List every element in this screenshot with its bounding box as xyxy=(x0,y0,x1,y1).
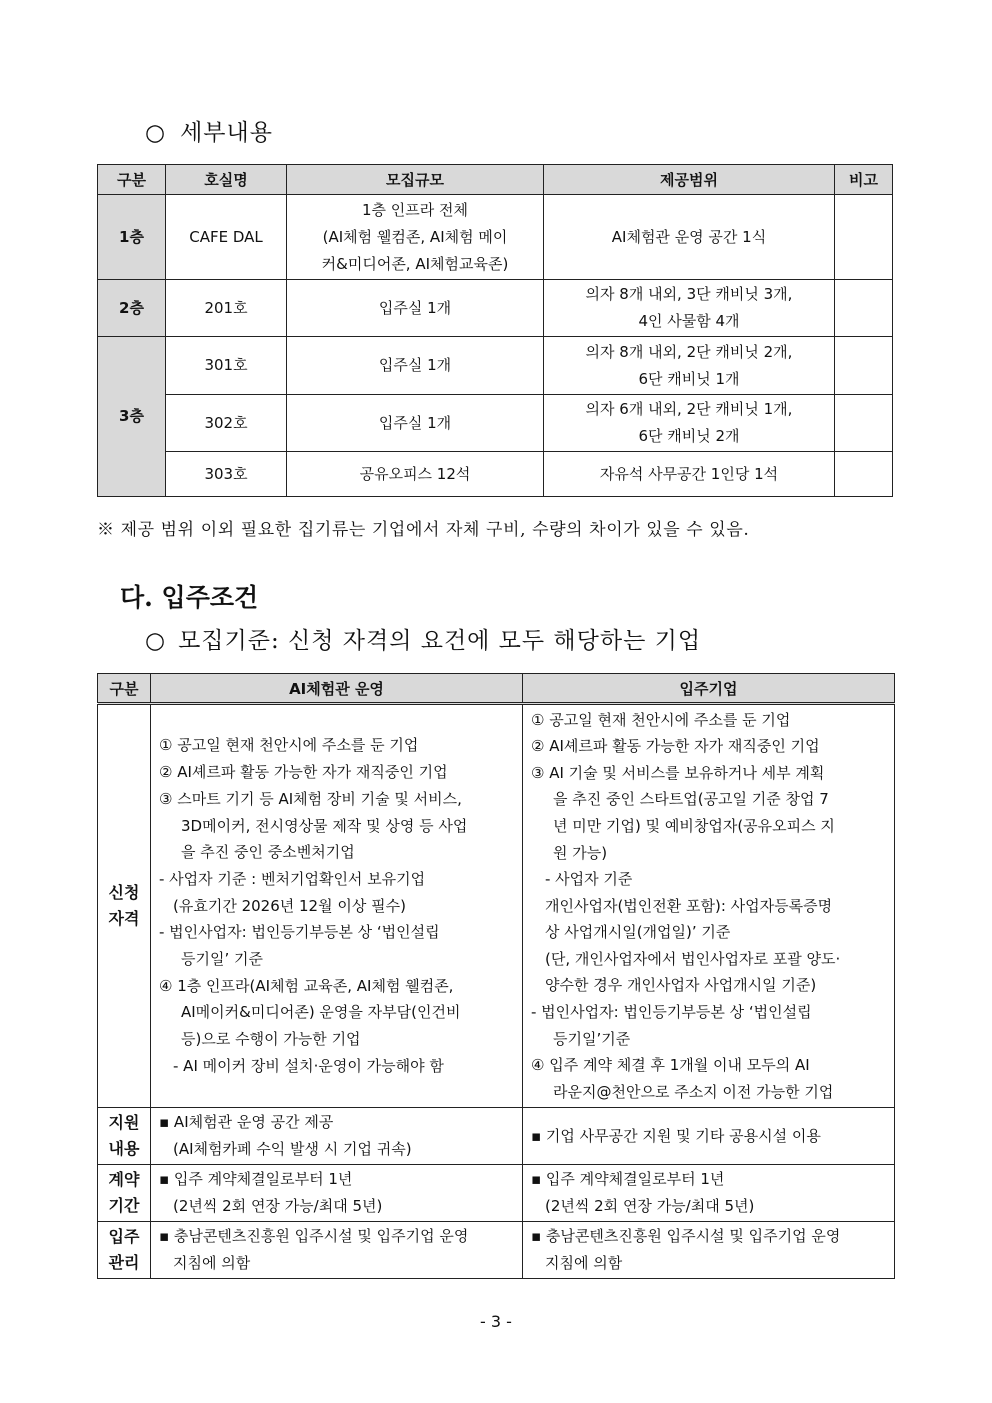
ai-support-cell xyxy=(151,1108,523,1165)
qualification-row xyxy=(98,704,895,1108)
scope-cell: 자유석 사무공간 1인당 1석 xyxy=(544,452,835,497)
col-header-ai-operation: AI체험관 운영 xyxy=(151,674,523,704)
qualification-item: ③ 스마트 기기 등 AI체험 장비 기술 및 서비스, xyxy=(159,789,462,808)
room-cell: 301호 xyxy=(166,337,287,395)
qualification-item: 양수한 경우 개인사업자 사업개시일 기준) xyxy=(545,976,817,995)
qualification-item: 등)으로 수행이 가능한 기업 xyxy=(181,1030,361,1049)
scale-line: 커&미디어존, AI체험교육존) xyxy=(321,254,509,273)
col-header-division: 구분 xyxy=(98,674,151,704)
remark-cell xyxy=(835,280,893,337)
support-item: ▪ 기업 사무공간 지원 및 기타 공용시설 이용 xyxy=(531,1126,821,1145)
qualification-item: ① 공고일 현재 천안시에 주소를 둔 기업 xyxy=(531,710,791,729)
qualification-item: - 사업자 기준 xyxy=(545,870,633,889)
remark-cell xyxy=(835,195,893,280)
remark-cell xyxy=(835,395,893,452)
qualification-item: ④ 1층 인프라(AI체험 교육존, AI체험 웰컴존, xyxy=(159,976,454,995)
page-number: - 3 - xyxy=(480,1312,512,1331)
tenant-support-cell xyxy=(523,1108,895,1165)
management-item: ▪ 충남콘텐츠진흥원 입주시설 및 입주기업 운영 xyxy=(159,1227,469,1246)
qualification-item: 년 미만 기업) 및 예비창업자(공유오피스 지 xyxy=(553,816,835,835)
contract-item: ▪ 입주 계약체결일로부터 1년 xyxy=(159,1170,353,1189)
tenant-qualification-cell xyxy=(523,704,895,1108)
contract-item: ▪ 입주 계약체결일로부터 1년 xyxy=(531,1170,725,1189)
contract-row xyxy=(98,1165,895,1222)
scale-cell: 입주실 1개 xyxy=(287,280,544,337)
scale-line: 1층 인프라 전체 xyxy=(361,200,469,219)
row-label-line: 신청 xyxy=(108,883,140,902)
col-header-division: 구분 xyxy=(98,165,166,195)
qualification-item: 등기일’기준 xyxy=(553,1029,631,1048)
supply-note: ※ 제공 범위 이외 필요한 집기류는 기업에서 자체 구비, 수량의 차이가 있을 수 있음. xyxy=(97,520,750,540)
qualification-item: 을 추진 중인 중소벤처기업 xyxy=(181,843,355,862)
criteria-text: 모집기준: 신청 자격의 요건에 모두 해당하는 기업 xyxy=(178,628,702,654)
qualification-item: 라운지@천안으로 주소지 이전 가능한 기업 xyxy=(553,1082,834,1101)
contract-item: (2년씩 2회 연장 가능/최대 5년) xyxy=(545,1197,755,1215)
table-row xyxy=(98,280,893,337)
scope-line: 6단 캐비닛 1개 xyxy=(638,369,740,388)
ai-qualification-cell xyxy=(151,704,523,1108)
tenant-contract-cell xyxy=(523,1165,895,1222)
table-row xyxy=(98,452,893,497)
room-cell: 201호 xyxy=(166,280,287,337)
scope-line: 의자 8개 내외, 3단 캐비닛 3개, xyxy=(585,285,793,303)
scope-line: 의자 6개 내외, 2단 캐비닛 1개, xyxy=(585,400,793,418)
room-cell: CAFE DAL xyxy=(166,195,287,280)
row-label-line: 자격 xyxy=(108,909,140,928)
qualification-item: AI메이커&미디어존) 운영을 자부담(인건비 xyxy=(181,1003,461,1022)
circle-bullet-icon: ○ xyxy=(145,120,167,146)
qualification-item: ③ AI 기술 및 서비스를 보유하거나 세부 계획 xyxy=(531,763,825,782)
room-cell: 302호 xyxy=(166,395,287,452)
qualification-item: - AI 메이커 장비 설치·운영이 가능해야 함 xyxy=(173,1056,444,1075)
qualification-item: 등기일’ 기준 xyxy=(181,950,263,969)
section-conditions-subtitle xyxy=(145,622,701,655)
scope-line: AI체험관 운영 공간 1식 xyxy=(611,227,767,246)
qualification-item: (단, 개인사업자에서 법인사업자로 포괄 양도· xyxy=(545,949,841,968)
floor-cell: 3층 xyxy=(98,337,166,497)
row-label-contract xyxy=(98,1165,151,1222)
section-conditions-title: 다. 입주조건 xyxy=(120,583,259,612)
scope-cell xyxy=(544,195,835,280)
ai-contract-cell xyxy=(151,1165,523,1222)
col-header-tenant: 입주기업 xyxy=(523,674,895,704)
col-header-scale: 모집규모 xyxy=(287,165,544,195)
table-row xyxy=(98,395,893,452)
scale-cell: 입주실 1개 xyxy=(287,395,544,452)
qualification-item: 3D메이커, 전시영상물 제작 및 상영 등 사업 xyxy=(181,816,468,835)
circle-bullet-icon: ○ xyxy=(145,628,167,654)
floor-cell: 1층 xyxy=(98,195,166,280)
qualification-item: ④ 입주 계약 체결 후 1개월 이내 모두의 AI xyxy=(531,1056,810,1075)
remark-cell xyxy=(835,452,893,497)
qualification-item: - 법인사업자: 법인등기부등본 상 ‘법인설립 xyxy=(531,1003,812,1022)
scale-line: (AI체험 웰컴존, AI체험 메이 xyxy=(322,227,508,246)
row-label-support xyxy=(98,1108,151,1165)
management-item: ▪ 충남콘텐츠진흥원 입주시설 및 입주기업 운영 xyxy=(531,1227,841,1246)
scale-cell xyxy=(287,195,544,280)
qualification-item: 원 가능) xyxy=(553,843,608,862)
row-label-management xyxy=(98,1222,151,1279)
scope-cell xyxy=(544,395,835,452)
qualification-item: (유효기간 2026년 12월 이상 필수) xyxy=(173,896,406,915)
section-detail-label: 세부내용 xyxy=(180,120,273,146)
qualification-item: 상 사업개시일(개업일)’ 기준 xyxy=(545,923,731,942)
row-label-qualification xyxy=(98,704,151,1108)
support-item: (AI체험카페 수익 발생 시 기업 귀속) xyxy=(173,1140,412,1158)
qualification-item: 을 추진 중인 스타트업(공고일 기준 창업 7 xyxy=(553,790,829,809)
management-item: 지침에 의함 xyxy=(545,1254,623,1272)
support-item: ▪ AI체험관 운영 공간 제공 xyxy=(159,1113,334,1132)
conditions-table xyxy=(97,673,895,1279)
row-label-line: 입주 xyxy=(108,1227,140,1246)
col-header-scope: 제공범위 xyxy=(544,165,835,195)
scope-line: 6단 캐비닛 2개 xyxy=(638,427,740,445)
qualification-item: - 사업자 기준 : 벤처기업확인서 보유기업 xyxy=(159,869,426,888)
ai-management-cell xyxy=(151,1222,523,1279)
row-label-line: 내용 xyxy=(108,1139,140,1158)
row-label-line: 지원 xyxy=(108,1113,140,1132)
scope-cell xyxy=(544,337,835,395)
support-row xyxy=(98,1108,895,1165)
qualification-item: ① 공고일 현재 천안시에 주소를 둔 기업 xyxy=(159,736,419,755)
qualification-item: ② AI셰르파 활동 가능한 자가 재직중인 기업 xyxy=(159,763,448,782)
qualification-item: 개인사업자(법인전환 포함): 사업자등록증명 xyxy=(545,896,833,915)
table-row xyxy=(98,195,893,280)
management-row xyxy=(98,1222,895,1279)
contract-item: (2년씩 2회 연장 가능/최대 5년) xyxy=(173,1197,383,1215)
scale-cell: 입주실 1개 xyxy=(287,337,544,395)
management-item: 지침에 의함 xyxy=(173,1254,251,1272)
scale-cell: 공유오피스 12석 xyxy=(287,452,544,497)
table-row xyxy=(98,337,893,395)
qualification-item: ② AI셰르파 활동 가능한 자가 재직중인 기업 xyxy=(531,737,820,756)
scope-cell xyxy=(544,280,835,337)
remark-cell xyxy=(835,337,893,395)
row-label-line: 계약 xyxy=(108,1170,140,1189)
section-detail-title xyxy=(145,114,273,147)
facility-table xyxy=(97,164,893,497)
tenant-management-cell xyxy=(523,1222,895,1279)
scope-line: 4인 사물함 4개 xyxy=(638,312,740,330)
col-header-room: 호실명 xyxy=(166,165,287,195)
qualification-item: - 법인사업자: 법인등기부등본 상 ‘법인설립 xyxy=(159,923,440,942)
floor-cell: 2층 xyxy=(98,280,166,337)
row-label-line: 관리 xyxy=(108,1253,140,1272)
room-cell: 303호 xyxy=(166,452,287,497)
row-label-line: 기간 xyxy=(108,1196,140,1215)
col-header-remark: 비고 xyxy=(835,165,893,195)
scope-line: 의자 8개 내외, 2단 캐비닛 2개, xyxy=(585,342,793,361)
